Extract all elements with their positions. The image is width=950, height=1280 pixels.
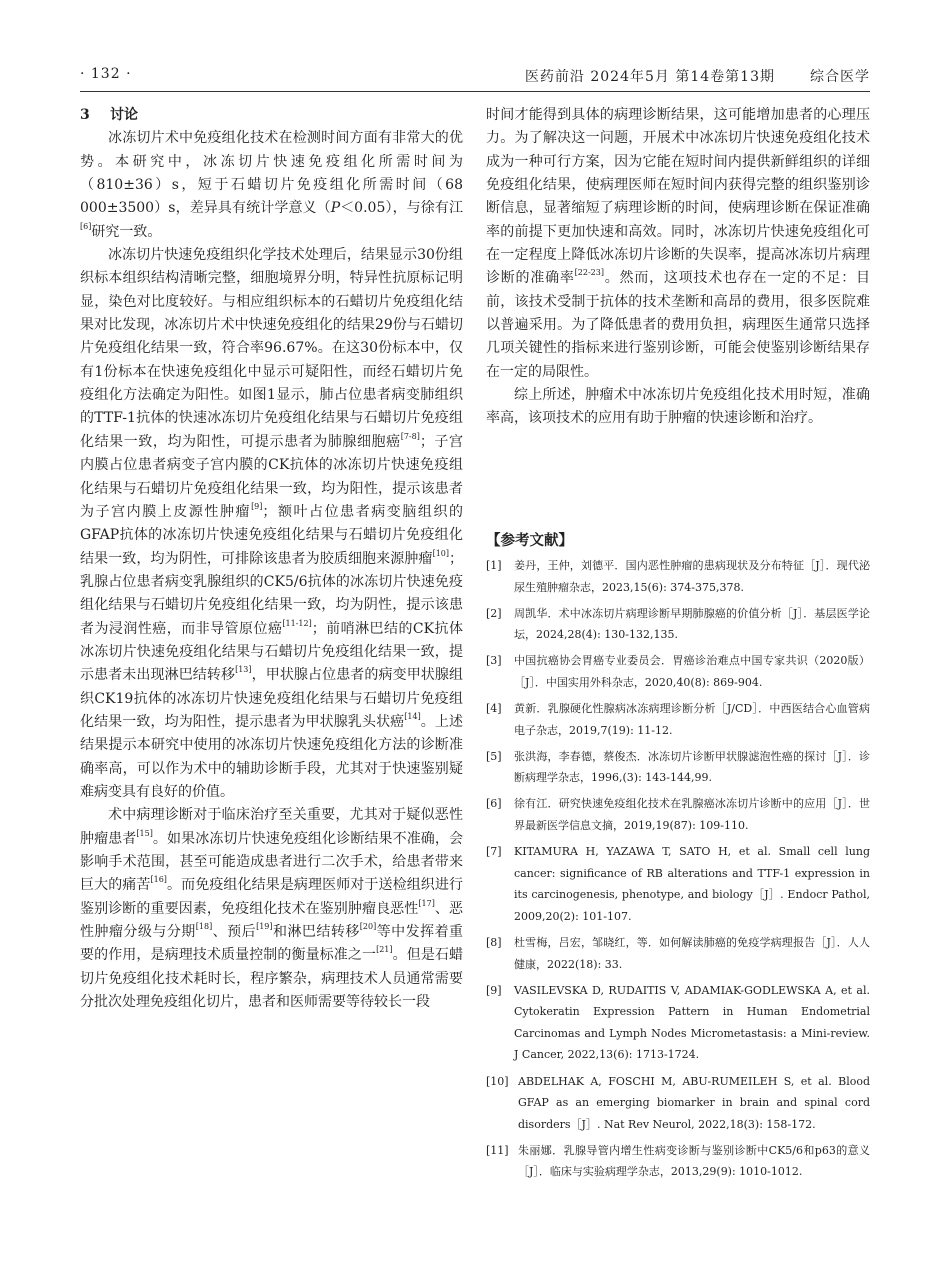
section-heading [80,104,463,127]
references-title: 【参考文献】 [486,532,573,549]
reference-number: [10] [486,1074,509,1088]
reference-list [486,555,870,1188]
reference-number: [9] [486,983,502,997]
citation: [7-8] [400,431,420,441]
right-paragraphs [486,104,870,431]
text-run: 。如果冰冻切片快速免疫组化诊断结果不准确，会影响手术范围，甚至可能造成患者进行二次手术，给患者带来巨大的痛苦 [80,830,464,894]
reference-text: ABDELHAK A, FOSCHI M, ABU-RUMEILEH S, et al. Blood GFAP as an emerging biomarker in brain and spinal cord disorders［J］. Nat Rev Neurol, 2022,18(3): 158-172. [518,1074,870,1131]
text-run: 。然而，这项技术也存在一定的不足：目前，该技术受制于抗体的技术垄断和高昂的费用，很多医院难以普遍采用。为了降低患者的费用负担，病理医生通常只选择几项关键性的指标来进行鉴别诊断，可能会使鉴别诊断结果存在一定的局限性。 [486,270,870,380]
reference-number: [1] [486,559,502,572]
reference-number: [8] [486,936,502,949]
reference-text: 杜雪梅，吕宏，邹晓红，等．如何解读肺癌的免疫学病理报告［J］．人人健康，2022(18): 33. [514,936,870,971]
journal-info: 医药前沿 2024年5月 第14卷第13期 [524,69,775,85]
right-column [486,104,870,431]
page-header [80,64,870,86]
reference-text: 张洪海，李春德，蔡俊杰．冰冻切片诊断甲状腺滤泡性癌的探讨［J］．诊断病理学杂志，1996,(3): 143-144,99. [514,749,870,785]
reference-number: [6] [486,797,502,811]
citation: [13] [235,665,252,675]
citation: [18] [195,922,213,932]
text-run: 。而免疫组化结果是病理医师对于送检组织进行鉴别诊断的重要因素，免疫组化技术在鉴别肿瘤良恶性 [80,877,464,917]
reference-text: 中国抗癌协会胃癌专业委员会．胃癌诊治难点中国专家共识（2020版）［J］．中国实用外科杂志，2020,40(8): 869-904. [514,654,870,689]
left-paragraphs [80,127,463,1014]
reference-number: [7] [486,845,502,859]
text-run: 研究一致。 [91,223,162,240]
section-title: 讨论 [110,107,138,123]
text-run: ，甲状腺占位患者的病变甲状腺组织CK19抗体的冰冻切片快速免疫组化结果与石蜡切片免疫组化结果一致，均为阳性，提示患者为甲状腺乳头状癌 [80,667,464,730]
citation: [22-23] [574,268,604,278]
body-paragraph [486,384,870,431]
citation: [16] [150,875,167,885]
reference-number: [4] [486,702,502,716]
body-paragraph [486,104,870,384]
header-rule [80,91,870,92]
text-run: 和淋巴结转移 [272,924,360,941]
text-run: 、恶性肿瘤分级与分期 [80,900,464,941]
text-run: 、预后 [212,924,257,941]
reference-number: [3] [486,654,502,668]
text-run: ；额叶占位患者病变脑组织的GFAP抗体的冰冻切片快速免疫组化结果与石蜡切片免疫组化结果一致，均为阴性，可排除该患者为胶质细胞来源肿瘤 [80,503,464,567]
text-run: 时间才能得到具体的病理诊断结果，这可能增加患者的心理压力。为了解决这一问题，开展术中冰冻切片快速免疫组化技术成为一种可行方案，因为它能在短时间内提供新鲜组织的详细免疫组化结果，使病理医师在短时间内获得完整的组织鉴别诊断信息，显著缩短了病理诊断的时间，使病理诊断在保证准确率的前提下更加快速和高效。同时，冰冻切片快速免疫组化可在一定程度上降低冰冻切片诊断的失误率，提高冰冻切片病理诊断的准确率 [486,107,870,287]
reference-item [486,650,870,693]
reference-item [486,746,870,789]
text-run: 。上述结果提示本研究中使用的冰冻切片快速免疫组化方法的诊断准确率高，可以作为术中的辅助诊断手段，尤其对于快速鉴别疑难病变具有良好的价值。 [80,713,464,800]
reference-item [486,698,870,741]
italic-text: P [330,200,341,217]
reference-item [486,841,870,927]
text-run: 冰冻切片快速免疫组织化学技术处理后，结果显示30份组织标本组织结构清晰完整，细胞境界分明，特异性抗原标记明显，染色对比度较好。与相应组织标本的石蜡切片免疫组化结果对比发现，冰冻切片术中快速免疫组化的结果29份与石蜡切片免疫组化结果一致，符合率96.67%。在这30份标本中，仅有1份标本在快速免疫组化中显示可疑阳性，而经石蜡切片免疫组化方法确定为阳性。如图1显示，肺占位患者病变肺组织的TTF-1抗体的快速冰冻切片免疫组化结果与石蜡切片免疫组化结果一致，均为阳性，可提示患者为肺腺细胞癌 [80,247,463,450]
reference-item [486,555,870,598]
reference-number: [2] [486,606,502,620]
citation: [20] [359,922,377,932]
text-run: 冰冻切片术中免疫组化技术在检测时间方面有非常大的优势。本研究中，冰冻切片快速免疫组化所需时间为（810±36）s，短于石蜡切片免疫组化所需时间（68 000±3500）s，差异具有统计学意义（ [80,130,463,217]
text-run: ；前哨淋巴结的CK抗体冰冻切片快速免疫组化结果与石蜡切片免疫组化结果一致，提示患者未出现淋巴结转移 [80,620,464,684]
citation: [14] [404,711,421,721]
text-run: 综上所述，肿瘤术中冰冻切片免疫组化技术用时短，准确率高，该项技术的应用有助于肿瘤的快速诊断和治疗。 [486,387,870,427]
reference-item [486,1071,870,1136]
citation: [6] [80,221,92,231]
text-run: 等中发挥着重要的作用，是病理技术质量控制的衡量标准之一 [80,924,464,964]
citation: [10] [432,548,449,558]
reference-number: [11] [486,1143,509,1157]
section-number: 3 [80,107,90,123]
reference-number: [5] [486,749,502,763]
citation: [11-12] [282,618,312,628]
reference-text: 姜丹，王仲，刘德平．国内恶性肿瘤的患病现状及分布特征［J］．现代泌尿生殖肿瘤杂志，2023,15(6): 374-375,378. [514,559,870,594]
citation: [21] [376,945,393,955]
reference-item [486,793,870,836]
text-run: ；子宫内膜占位患者病变子宫内膜的CK抗体的冰冻切片快速免疫组化结果与石蜡切片免疫组化结果一致，均为阳性，提示该患者为子宫内膜上皮源性肿瘤 [80,433,463,520]
text-run: ＜0.05），与徐有江 [340,200,464,217]
reference-text: 周凯华．术中冰冻切片病理诊断早期肺腺癌的价值分析［J］．基层医学论坛，2024,28(4): 130-132,135. [514,606,870,642]
page-number: · 132 · [80,66,132,82]
journal-section: 综合医学 [810,69,870,85]
text-run: 术中病理诊断对于临床治疗至关重要，尤其对于疑似恶性肿瘤患者 [80,807,463,847]
reference-item [486,980,870,1066]
reference-item [486,1140,870,1183]
reference-text: 朱丽娜．乳腺导管内增生性病变诊断与鉴别诊断中CK5/6和p63的意义［J］．临床与实验病理学杂志，2013,29(9): 1010-1012. [518,1143,870,1179]
reference-item [486,932,870,975]
citation: [15] [136,828,153,838]
body-paragraph [80,804,463,1014]
reference-item [486,603,870,646]
text-run: 。但是石蜡切片免疫组化技术耗时长，程序繁杂，病理技术人员通常需要分批次处理免疫组化切片，患者和医师需要等待较长一段 [80,947,464,1011]
body-paragraph [80,127,463,244]
reference-text: VASILEVSKA D, RUDAITIS V, ADAMIAK-GODLEWSKA A, et al. Cytokeratin Expression Pattern in Human Endometrial Carcinomas and Lymph Nodes Micrometastasis: a Mini-review. J Cancer, 2022,13(6): 1713-1724. [514,983,870,1062]
citation: [17] [418,898,435,908]
body-paragraph [80,244,463,804]
text-run: ；乳腺占位患者病变乳腺组织的CK5/6抗体的冰冻切片快速免疫组化结果与石蜡切片免疫组化结果一致，均为阴性，提示该患者为浸润性癌，而非导管原位癌 [80,550,463,637]
reference-text: 黄新．乳腺硬化性腺病冰冻病理诊断分析［J/CD］．中西医结合心血管病电子杂志，2019,7(19): 11-12. [514,702,870,737]
citation: [9] [251,501,263,511]
left-column [80,104,463,1014]
reference-text: KITAMURA H, YAZAWA T, SATO H, et al. Small cell lung cancer: significance of RB alterations and TTF-1 expression in its carcinogenesis, phenotype, and biology［J］. Endocr Pathol, 2009,20(2): 101-107. [514,845,870,923]
citation: [19] [256,922,273,932]
reference-text: 徐有江．研究快速免疫组化技术在乳腺癌冰冻切片诊断中的应用［J］．世界最新医学信息文摘，2019,19(87): 109-110. [514,797,870,833]
